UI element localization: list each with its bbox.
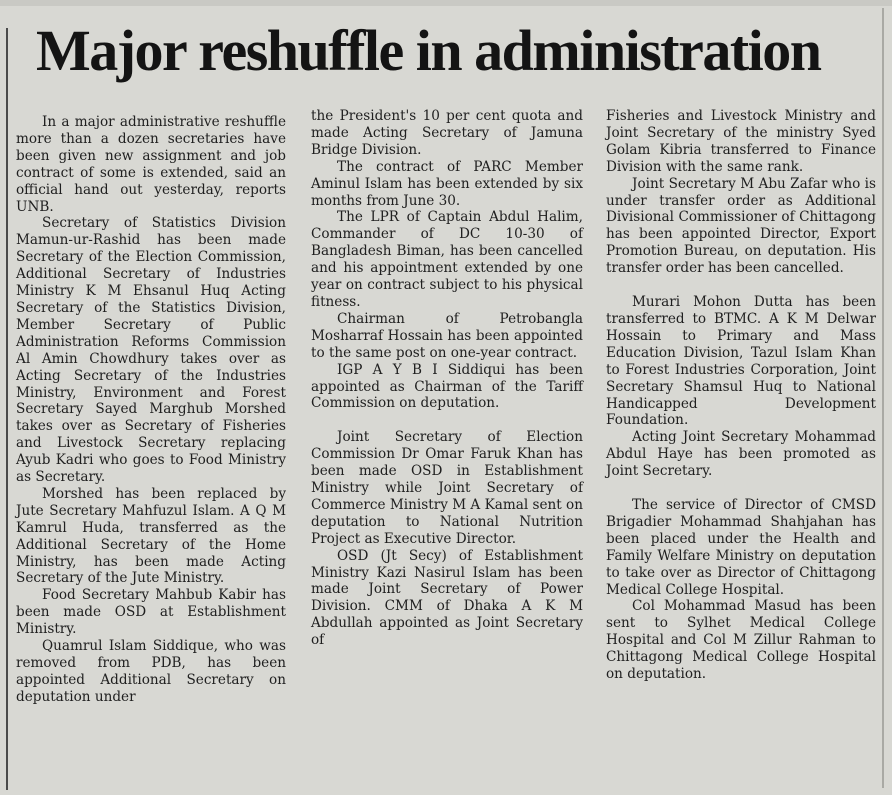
headline: Major reshuffle in administration	[36, 18, 821, 83]
paragraph: OSD (Jt Secy) of Establishment Ministry Kazi Nasirul Islam has been made Joint Secretary of Power Division. CMM of Dhaka A K M Abdullah appointed as Joint Secretary of	[311, 547, 583, 649]
top-edge	[0, 0, 892, 6]
paragraph: IGP A Y B I Siddiqui has been appointed as Chairman of the Tariff Commission on deputation.	[311, 361, 583, 412]
paragraph: Murari Mohon Dutta has been transferred to BTMC. A K M Delwar Hossain to Primary and Mass Education Division, Tazul Islam Khan to Forest Industries Corporation, Joint Secretary Shamsul Huq to National Handicapped Development Foundation.	[606, 294, 876, 429]
article-column-1	[16, 114, 286, 706]
paragraph: The service of Director of CMSD Brigadier Mohammad Shahjahan has been placed under the Health and Family Welfare Ministry on deputation to take over as Director of Chittagong Medical College Hospital.	[606, 497, 876, 598]
paragraph: Quamrul Islam Siddique, who was removed from PDB, has been appointed Additional Secretary on deputation under	[16, 638, 286, 705]
paragraph: Morshed has been replaced by Jute Secretary Mahfuzul Islam. A Q M Kamrul Huda, transferred as the Additional Secretary of the Home Ministry, has been made Acting Secretary of the Jute Ministry.	[16, 485, 286, 587]
paragraph: Col Mohammad Masud has been sent to Sylhet Medical College Hospital and Col M Zillur Rahman to Chittagong Medical College Hospital on deputation.	[606, 598, 876, 683]
paragraph: Chairman of Petrobangla Mosharraf Hossain has been appointed to the same post on one-year contract.	[311, 310, 583, 361]
paragraph: In a major administrative reshuffle more than a dozen secretaries have been given new assignment and job contract of some is extended, said an official hand out yesterday, reports UNB.	[16, 114, 286, 215]
paragraph: Joint Secretary of Election Commission Dr Omar Faruk Khan has been made OSD in Establishment Ministry while Joint Secretary of Commerce Ministry M A Kamal sent on deputation to National Nutrition Project as Executive Director.	[311, 429, 583, 547]
paragraph: Food Secretary Mahbub Kabir has been made OSD at Establishment Ministry.	[16, 587, 286, 638]
paragraph: the President's 10 per cent quota and made Acting Secretary of Jamuna Bridge Division.	[311, 108, 583, 158]
paragraph: The contract of PARC Member Aminul Islam has been extended by six months from June 30.	[311, 158, 583, 209]
article-column-3	[606, 108, 876, 683]
paragraph: Joint Secretary M Abu Zafar who is under transfer order as Additional Divisional Commissioner of Chittagong has been appointed Director, Export Promotion Bureau, on deputation. His transfer order has been cancelled.	[606, 175, 876, 277]
paragraph: The LPR of Captain Abdul Halim, Commander of DC 10-30 of Bangladesh Biman, has been cancelled and his appointment extended by one year on contract subject to his physical fitness.	[311, 209, 583, 310]
paragraph: Acting Joint Secretary Mohammad Abdul Haye has been promoted as Joint Secretary.	[606, 429, 876, 480]
article-column-2	[311, 108, 583, 649]
paragraph: Secretary of Statistics Division Mamun-ur-Rashid has been made Secretary of the Election Commission, Additional Secretary of Industries Ministry K M Ehsanul Huq Acting Secretary of the Statistics Division, Member Secretary of Public Administration Reforms Commission Al Amin Chowdhury takes over as Acting Secretary of the Industries Ministry, Environment and Forest Secretary Sayed Marghub Morshed takes over as Secretary of Fisheries and Livestock Secretary replacing Ayub Kadri who goes to Food Ministry as Secretary.	[16, 215, 286, 486]
paragraph: Fisheries and Livestock Ministry and Joint Secretary of the ministry Syed Golam Kibria transferred to Finance Division with the same rank.	[606, 108, 876, 175]
column-rule-left	[6, 28, 8, 790]
column-rule-right	[882, 8, 884, 788]
